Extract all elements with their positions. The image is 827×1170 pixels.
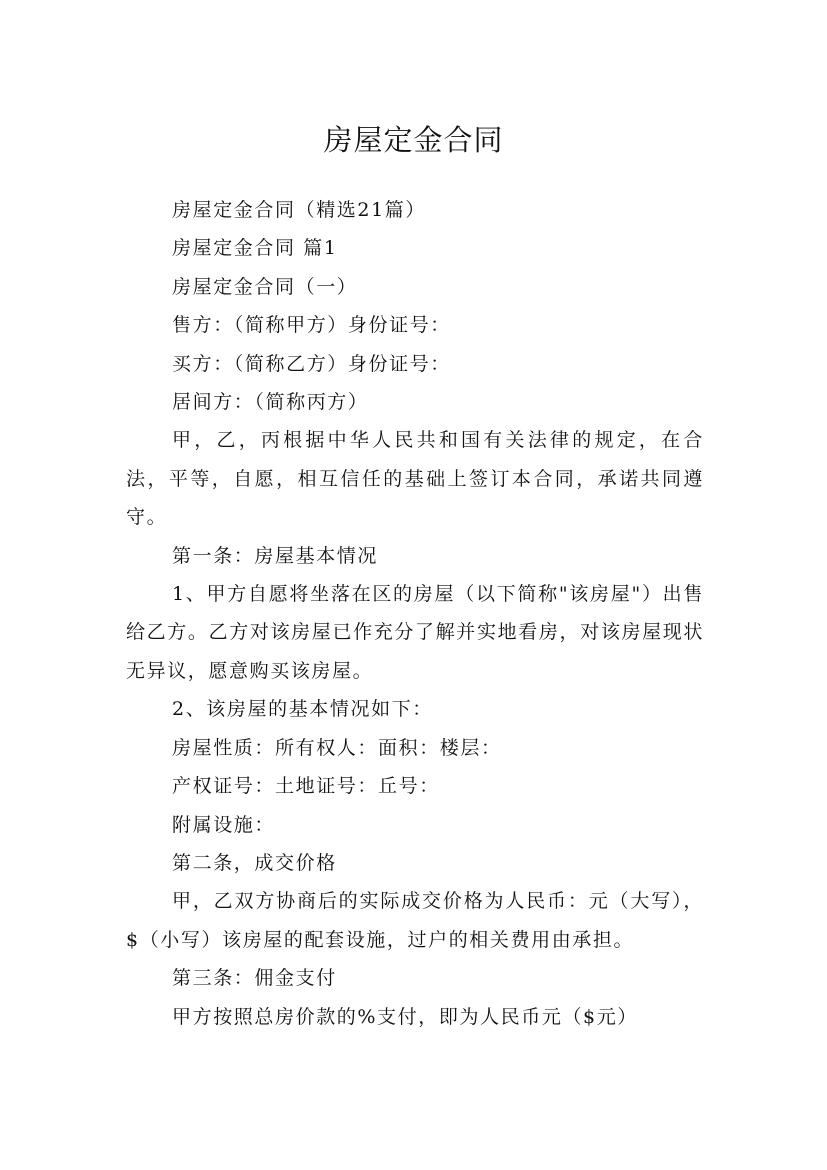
paragraph-certificate-numbers: 产权证号：土地证号：丘号： — [172, 775, 440, 798]
paragraph-intermediary: 居间方：（简称丙方） — [172, 391, 369, 414]
paragraph-contract-heading: 房屋定金合同（一） — [172, 275, 358, 298]
paragraph-buyer: 买方：（简称乙方）身份证号： — [172, 352, 451, 375]
paragraph-commission-payment: 甲方按照总房价款的%支付，即为人民币元（$元） — [172, 1005, 638, 1028]
paragraph-article-1-item-2: 2、该房屋的基本情况如下： — [172, 698, 433, 721]
paragraph-preamble: 甲，乙，丙根据中华人民共和国有关法律的规定，在合法，平等，自愿，相互信任的基础上签订本合同，承诺共同遵守。 — [126, 429, 704, 529]
paragraph-article-3-heading: 第三条：佣金支付 — [172, 967, 337, 990]
paragraph-subtitle: 房屋定金合同（精选21篇） — [172, 199, 426, 221]
paragraph-property-nature: 房屋性质：所有权人：面积：楼层： — [172, 736, 502, 759]
paragraph-facilities: 附属设施： — [172, 813, 276, 836]
paragraph-seller: 售方：（简称甲方）身份证号： — [172, 314, 451, 337]
document-body — [126, 191, 704, 1036]
paragraph-article-2-heading: 第二条，成交价格 — [172, 851, 337, 874]
document-title: 房屋定金合同 — [323, 123, 504, 158]
paragraph-article-1-item-1: 1、甲方自愿将坐落在区的房屋（以下简称"该房屋"）出售给乙方。乙方对该房屋已作充分了解并实地看房，对该房屋现状无异议，愿意购买该房屋。 — [126, 583, 704, 682]
paragraph-section-heading: 房屋定金合同 篇1 — [172, 237, 338, 260]
paragraph-transaction-price: 甲，乙双方协商后的实际成交价格为人民币：元（大写），$（小写）该房屋的配套设施，过户的相关费用由承担。 — [126, 890, 704, 951]
paragraph-article-1-heading: 第一条：房屋基本情况 — [172, 544, 379, 567]
